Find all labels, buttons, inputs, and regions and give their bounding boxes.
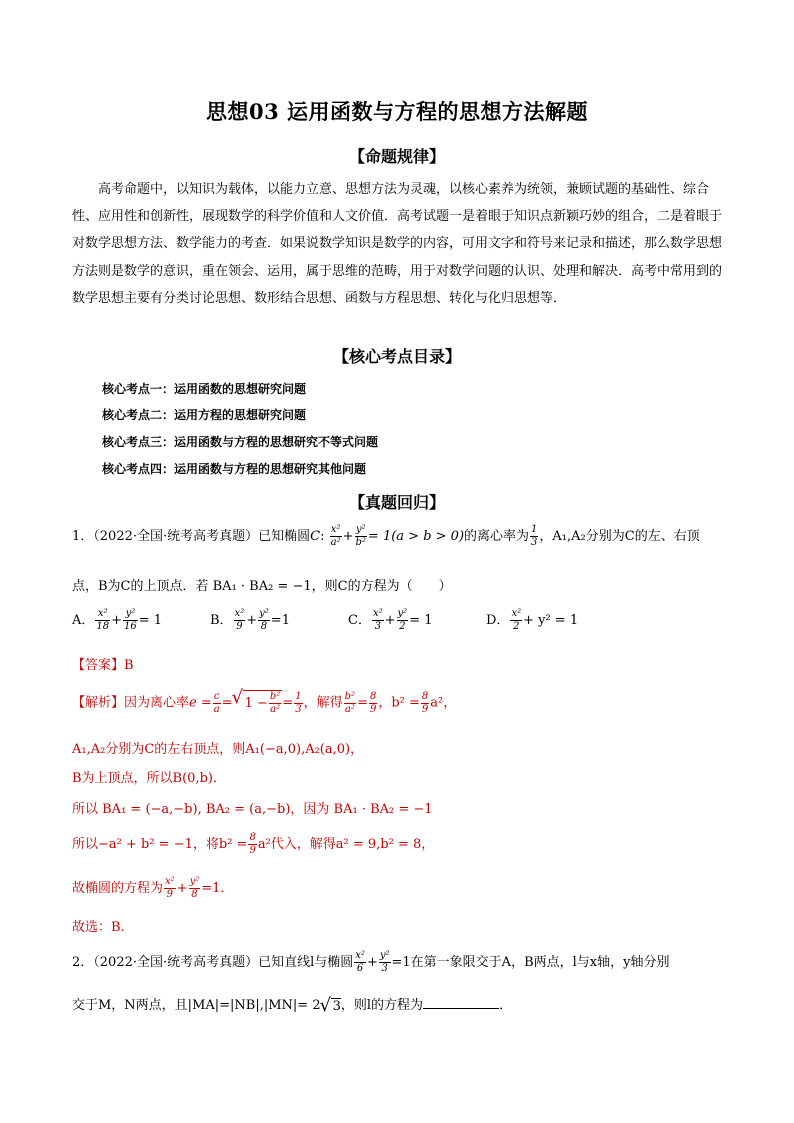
analysis-1-c-num: c [213, 690, 220, 702]
q2-plus: + [366, 955, 378, 970]
analysis-1-eq3: = [357, 695, 368, 711]
option-b-num1: x² [234, 608, 245, 619]
option-c-den2: 2 [399, 621, 406, 632]
analysis-line-2: A₁,A₂分别为C的左右顶点，则A₁(−a,0),A₂(a,0)， [72, 742, 364, 757]
q1-colon: : [320, 529, 325, 544]
q1-fraction-y-den: b² [355, 537, 366, 548]
option-a: A． $\frac{\text{x²}}{18}$ + $\frac{\text{y²}}{16}$ = 1 [72, 608, 163, 632]
option-b-den2: 8 [260, 621, 268, 632]
analysis-1-b2: ，b² = [378, 695, 420, 711]
q2-num1: x² [355, 950, 365, 961]
section-heading-catalog: 【核心考点目录】 [332, 347, 461, 366]
q2-num2: y² [379, 950, 390, 961]
option-a-den1: 18 [96, 621, 110, 632]
analysis-1-s3-den: 9 [421, 703, 429, 715]
question-2-stem-line-2 [72, 994, 512, 1014]
option-c-frac2 [397, 608, 409, 633]
question-1-stem-line-1 [72, 524, 700, 549]
analysis-5-den: 9 [249, 845, 256, 856]
question-1-stem-line-2: 点，B为C的上顶点．若 BA₁ · BA₂ = −1，则C的方程为（ ） [72, 579, 452, 594]
analysis-1-s2-den: 9 [369, 703, 377, 715]
q1-ecc-den: 3 [531, 537, 538, 548]
section-heading-review: 【真题回归】 [348, 493, 445, 512]
option-d-den1: 2 [513, 621, 520, 632]
analysis-6-pre: 故椭圆的方程为 [72, 881, 164, 896]
analysis-1-s1-num: b² [344, 690, 356, 702]
analysis-1-s1-den: a² [344, 703, 355, 715]
intro-paragraph: 高考命题中，以知识为载体，以能力立意、思想方法为灵魂，以核心素养为统领，兼顾试题的基础性、综合性、应用性和创新性，展现数学的科学价值和人文价值．高考试题一是着眼于知识点新颖巧妙的组合，二是着眼于对数学思想方法、数学能力的考查．如果说数学知识是数学的内容，可用文字和符号来记录和描述，那么数学思想方法则是数学的意识，重在领会、运用，属于思维的范畴，用于对数学问题的认识、处理和解决．高考中常用到的数学思想主要有分类讨论思想、数形结合思想、函数与方程思想、转化与化归思想等． [72, 182, 723, 306]
option-b-num2: y² [259, 608, 269, 619]
analysis-1-c-over-a [213, 691, 221, 716]
option-c-label: C． [348, 613, 371, 628]
answer-blank[interactable] [423, 996, 499, 1009]
q1-fraction-y [355, 524, 367, 549]
option-a-label: A． [72, 613, 95, 628]
q1-fraction-x-den: a² [330, 537, 341, 548]
q1-plus: + [342, 529, 354, 544]
option-b-frac2 [258, 608, 270, 633]
section-heading-rule: 【命题规律】 [348, 147, 445, 166]
analysis-1-r-den: a² [270, 704, 281, 715]
option-c-num2: y² [397, 608, 408, 619]
analysis-5-post: a²代入，解得a² = 9,b² = 8， [257, 837, 435, 852]
q2-post: =1在第一象限交于A，B两点，l与x轴，y轴分别 [391, 955, 670, 970]
analysis-line-6 [72, 876, 233, 901]
option-c: C． $\frac{\text{x²}}{3}$ + $\frac{\text{y²}}{2}$ = 1 [348, 608, 433, 632]
analysis-1-s2-num: 8 [369, 690, 377, 702]
analysis-6-frac1 [164, 876, 176, 901]
analysis-1-one: 1 − [244, 696, 268, 711]
question-2-stem-line-1 [72, 950, 669, 975]
q2-sqrt [331, 998, 341, 1014]
answer-line: 【答案】B [72, 658, 134, 673]
key-point-2: 核心考点二：运用方程的思想研究问题 [102, 408, 307, 422]
analysis-5-pre: 所以−a² + b² = −1，将b² = [72, 837, 248, 852]
option-d-rhs: + y² = 1 [523, 613, 579, 628]
q2-sqrt-value: 3 [332, 998, 341, 1014]
page-title: 思想03 运用函数与方程的思想方法解题 [205, 99, 589, 124]
analysis-1-s1 [344, 691, 356, 716]
analysis-6-plus: + [176, 881, 188, 896]
option-a-num2: y² [123, 608, 138, 621]
analysis-1-eq2: = [282, 695, 294, 711]
analysis-1-third-den: 3 [295, 703, 302, 715]
analysis-line-5 [72, 832, 434, 857]
analysis-6-num1: x² [165, 876, 175, 887]
analysis-1-mid: ，解得 [303, 695, 343, 711]
q1-vertices-text: ，A₁,A₂分别为C的左、右顶 [539, 529, 700, 544]
analysis-line-1 [72, 690, 456, 716]
analysis-5-num: 8 [249, 832, 256, 843]
option-b-label: B． [210, 613, 233, 628]
option-a-num1: x² [95, 608, 110, 621]
analysis-1-one-third [294, 691, 302, 716]
q1-ecc-num: 1 [531, 524, 538, 535]
analysis-line-7: 故选：B. [72, 920, 125, 935]
option-a-frac2 [123, 608, 138, 633]
q2-frac1 [354, 950, 366, 975]
option-b-frac1 [234, 608, 246, 633]
analysis-line-3: B为上顶点，所以B(0,b)． [72, 771, 226, 786]
analysis-1-r-num: b² [269, 691, 281, 702]
option-a-frac1 [95, 608, 110, 633]
option-c-num1: x² [372, 608, 383, 619]
analysis-6-post: =1． [201, 881, 234, 896]
option-a-rhs: = 1 [138, 613, 163, 628]
key-point-3: 核心考点三：运用函数与方程的思想研究不等式问题 [102, 435, 379, 449]
q2-den2: 3 [381, 963, 388, 974]
analysis-1-e: e = [189, 695, 212, 711]
q1-fraction-x-num: x² [330, 524, 341, 535]
analysis-1-sqrt [243, 690, 283, 716]
option-d-label: D． [486, 613, 510, 628]
q1-fraction-x [330, 524, 342, 549]
option-d [486, 608, 578, 633]
q1-ellipse-name: C [310, 529, 321, 544]
option-b-den1: 9 [236, 621, 243, 632]
analysis-6-frac2 [189, 876, 201, 901]
analysis-1-c-den: a [213, 703, 220, 715]
analysis-1-end: a²， [430, 695, 457, 711]
option-c-frac1 [372, 608, 384, 633]
option-b-rhs: =1 [270, 613, 290, 628]
analysis-1-third-num: 1 [295, 690, 302, 702]
analysis-5-frac [248, 832, 256, 857]
analysis-1-b-over-a [269, 691, 281, 716]
q1-condition: = 1(a > b > 0) [367, 529, 465, 544]
analysis-1-eq: = [221, 695, 233, 711]
q1-ecc-text: 的离心率为 [464, 529, 530, 544]
q2-line2-post: ，则l的方程为 [340, 998, 424, 1013]
analysis-1-pre: 因为离心率 [124, 695, 190, 711]
analysis-6-den2: 8 [191, 889, 198, 900]
analysis-line-4: 所以 BA₁ = (−a,−b), BA₂ = (a,−b)，因为 BA₁ · BA₂ = −1 [72, 802, 433, 817]
option-a-den2: 16 [124, 621, 137, 632]
q2-line2-end: ． [499, 998, 513, 1013]
key-point-4: 核心考点四：运用函数与方程的思想研究其他问题 [102, 462, 367, 476]
option-c-den1: 3 [374, 621, 381, 632]
analysis-1-s3 [421, 691, 429, 716]
q2-frac2 [379, 950, 391, 975]
analysis-6-den1: 9 [166, 889, 174, 900]
q1-ecc-fraction [530, 524, 538, 549]
q1-fraction-y-num: y² [355, 524, 366, 535]
key-point-1: 核心考点一：运用函数的思想研究问题 [102, 382, 307, 396]
analysis-1-s2 [369, 691, 377, 716]
option-c-rhs: = 1 [409, 613, 433, 628]
analysis-tag: 【解析】 [72, 695, 125, 711]
q2-pre: 2．（2022·全国·统考高考真题）已知直线l与椭圆 [72, 955, 354, 970]
option-d-num1: x² [511, 608, 522, 619]
q2-den1: 6 [356, 963, 364, 974]
analysis-6-num2: y² [189, 876, 200, 887]
option-b: B． $\frac{\text{x²}}{9}$ + $\frac{\text{y²}}{8}$ =1 [210, 608, 290, 632]
q1-source: 1．（2022·全国·统考高考真题）已知椭圆 [72, 529, 311, 544]
analysis-1-s3-num: 8 [421, 690, 429, 702]
q2-line2-pre: 交于M，N两点，且|MA|=|NB|,|MN|= 2 [72, 998, 321, 1013]
option-d-frac1 [510, 608, 522, 633]
